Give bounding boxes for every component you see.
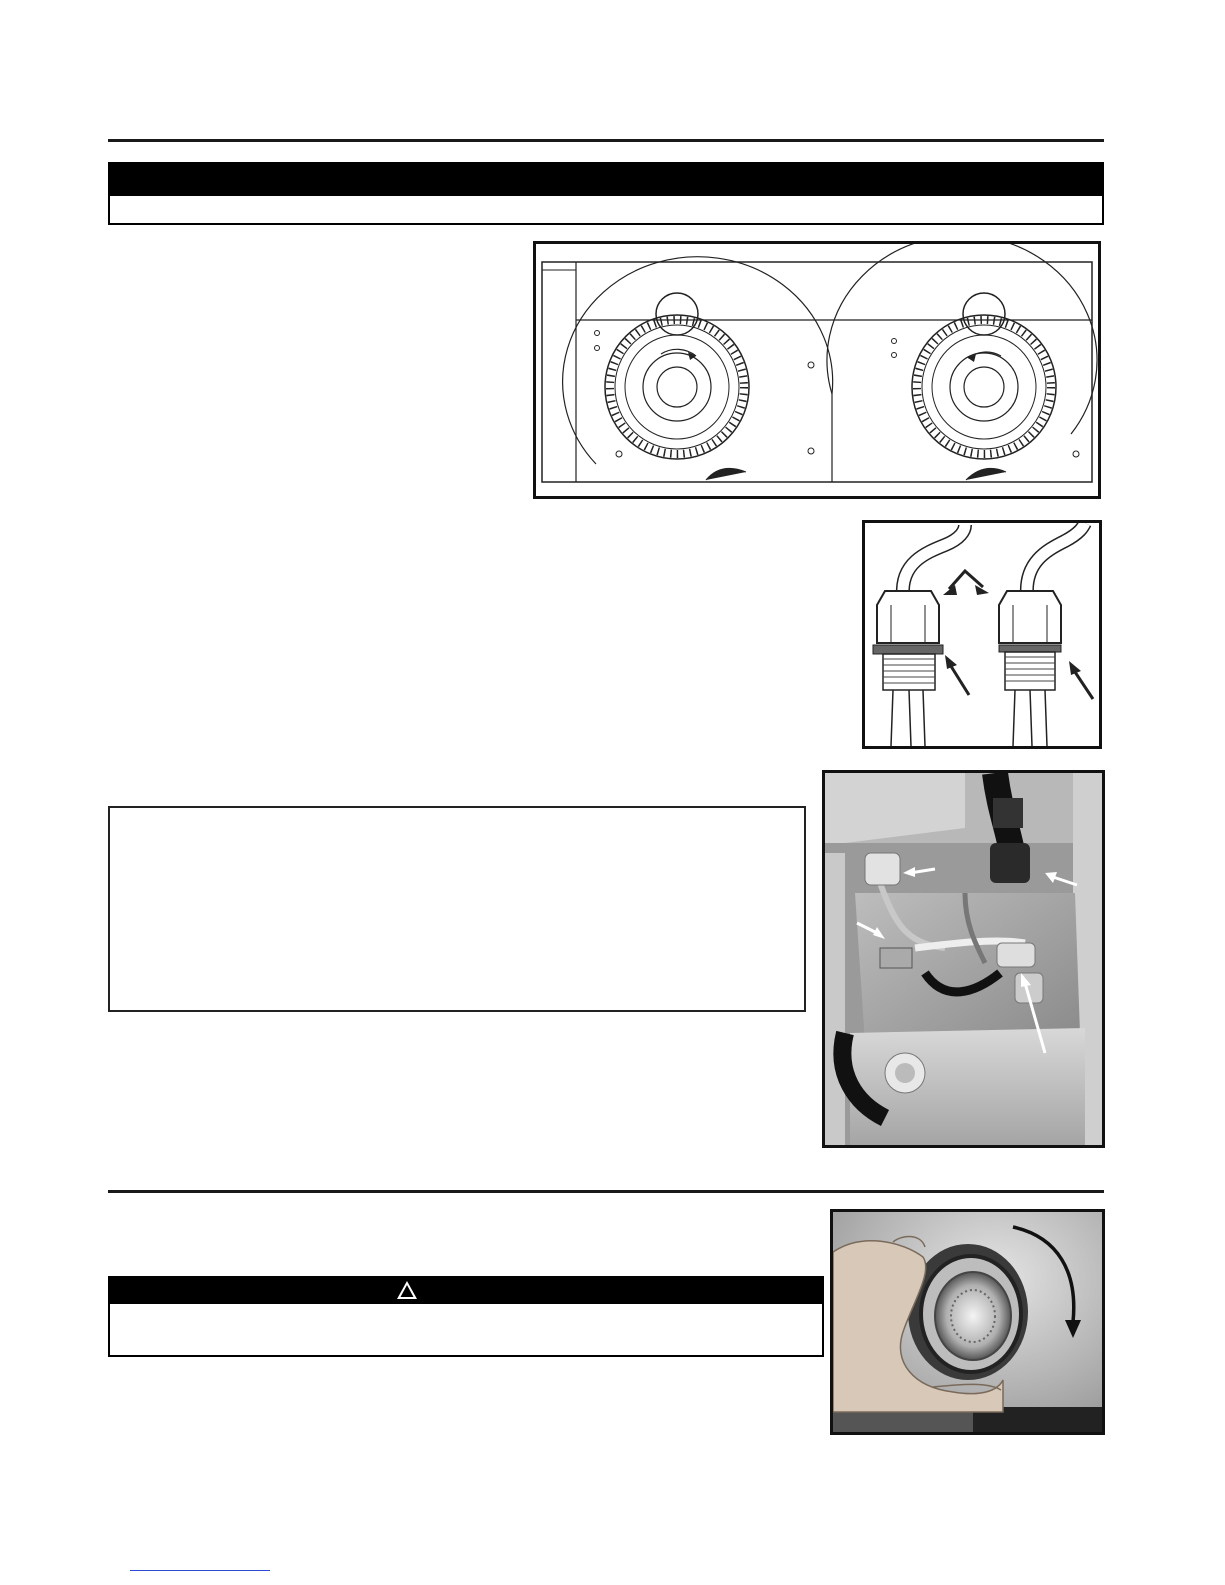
lamp-photo-figure bbox=[830, 1209, 1105, 1435]
compression-fitting-diagram-icon bbox=[865, 523, 1099, 746]
footer-link-underline bbox=[130, 1570, 270, 1571]
wiring-photo-figure bbox=[822, 770, 1105, 1148]
blower-housing-figure bbox=[533, 241, 1101, 499]
section-rule bbox=[108, 1190, 1104, 1193]
compression-fitting-figure bbox=[862, 520, 1102, 749]
lamp-socket-removal-photo-icon bbox=[833, 1212, 1102, 1432]
warning-triangle-icon bbox=[395, 1279, 419, 1301]
note-box bbox=[108, 806, 806, 1012]
section-banner bbox=[108, 162, 1104, 196]
warning-header bbox=[108, 1276, 824, 1304]
twin-blower-housing-diagram-icon bbox=[536, 244, 1098, 496]
section-banner-subrow bbox=[108, 196, 1104, 225]
warning-body bbox=[108, 1304, 824, 1357]
junction-box-wiring-photo-icon bbox=[825, 773, 1102, 1145]
top-rule bbox=[108, 139, 1104, 142]
